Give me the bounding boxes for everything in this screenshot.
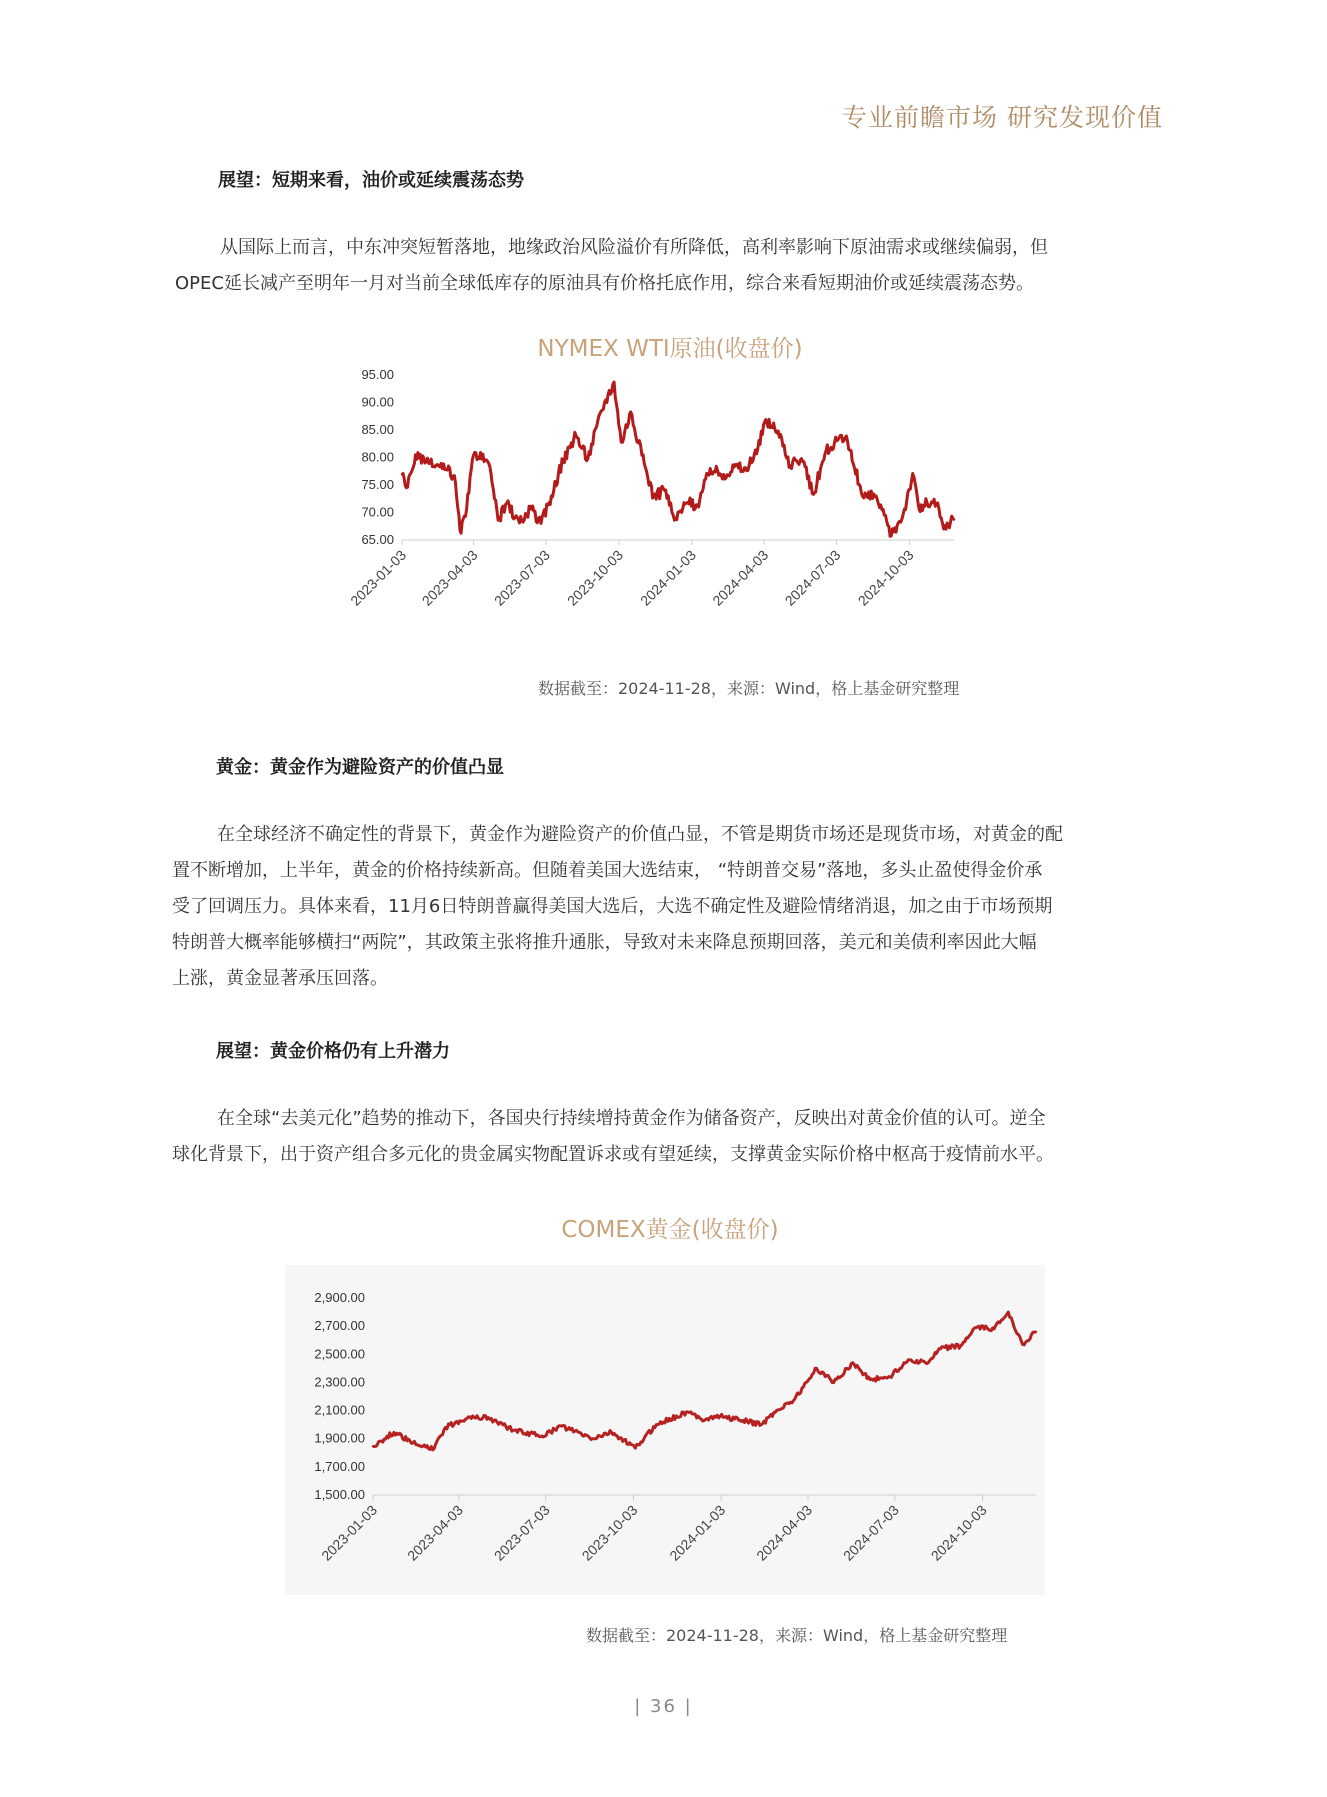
data-point (709, 467, 711, 469)
x-tick-label: 2023-07-03 (490, 546, 553, 609)
paragraph-gold (172, 817, 1157, 997)
x-tick-label: 2023-10-03 (578, 1501, 641, 1564)
y-tick-label: 1,900.00 (314, 1430, 365, 1446)
y-tick-label: 1,700.00 (314, 1458, 365, 1474)
data-point (418, 1445, 420, 1447)
data-point (902, 513, 904, 515)
data-point (540, 522, 542, 524)
data-point (393, 1431, 395, 1433)
paragraph-oil-outlook (175, 230, 1155, 302)
data-point (630, 411, 632, 413)
x-tick-label: 2024-07-03 (781, 546, 844, 609)
data-point (696, 504, 698, 506)
gold-chart-title: COMEX黄金(收盘价) (561, 1217, 779, 1243)
oil-chart (330, 360, 1010, 660)
data-point (687, 1411, 689, 1413)
x-tick-label: 2023-01-03 (347, 546, 410, 609)
x-tick-label: 2023-10-03 (563, 546, 626, 609)
data-point (861, 495, 863, 497)
paragraph-line: 球化背景下，出于资产组合多元化的贵金属实物配置诉求或有望延续，支撑黄金实际价格中枢高于疫情前水平。 (172, 1144, 1054, 1165)
data-point (953, 518, 955, 520)
data-point (414, 454, 416, 456)
y-tick-label: 2,500.00 (314, 1346, 365, 1362)
data-point (497, 519, 499, 521)
data-point (587, 457, 589, 459)
data-point (918, 508, 920, 510)
data-point (793, 1398, 795, 1400)
data-point (935, 502, 937, 504)
paragraph-line: 上涨，黄金显著承压回落。 (172, 968, 388, 989)
data-point (550, 495, 552, 497)
y-tick-label: 1,500.00 (314, 1487, 365, 1502)
data-point (444, 1426, 446, 1428)
data-point (926, 501, 928, 503)
data-point (653, 495, 655, 497)
data-point (927, 1362, 929, 1364)
data-point (424, 462, 426, 464)
data-point (487, 1416, 489, 1418)
data-point (433, 1447, 435, 1449)
data-point (685, 502, 687, 504)
data-point (467, 1416, 469, 1418)
data-point (760, 1423, 762, 1425)
data-point (939, 1347, 941, 1349)
oil-chart-source: 数据截至：2024-11-28，来源：Wind，格上基金研究整理 (538, 679, 960, 698)
y-tick-label: 80.00 (361, 449, 394, 465)
oil-chart-title: NYMEX WTI原油(收盘价) (537, 336, 803, 362)
data-point (401, 473, 403, 475)
y-tick-label: 2,900.00 (314, 1290, 365, 1305)
data-point (512, 1429, 514, 1431)
paragraph-line: 在全球经济不确定性的背景下，黄金作为避险资产的价值凸显，不管是期货市场还是现货市场，对黄金的配 (217, 824, 1063, 845)
section-heading-gold-outlook: 展望：黄金价格仍有上升潜力 (216, 1041, 450, 1062)
section-heading-gold: 黄金：黄金作为避险资产的价值凸显 (216, 757, 504, 778)
data-point (846, 440, 848, 442)
data-point (837, 439, 839, 441)
data-point (613, 381, 615, 383)
section-heading-oil-outlook: 展望：短期来看，油价或延续震荡态势 (218, 170, 524, 191)
data-point (742, 1419, 744, 1421)
data-point (890, 534, 892, 536)
y-tick-label: 2,100.00 (314, 1402, 365, 1418)
data-point (620, 441, 622, 443)
y-tick-label: 90.00 (361, 394, 394, 410)
data-point (1035, 1331, 1037, 1333)
data-point (735, 465, 737, 467)
data-point (959, 1345, 961, 1347)
data-point (655, 1423, 657, 1425)
x-tick-label: 2024-10-03 (854, 546, 917, 609)
data-point (789, 465, 791, 467)
data-point (610, 1431, 612, 1433)
paragraph-line: OPEC延长减产至明年一月对当前全球低库存的原油具有价格托底作用，综合来看短期油价或延续震荡态势。 (175, 273, 1034, 294)
data-point (852, 1362, 854, 1364)
data-point (1021, 1343, 1023, 1345)
data-point (472, 454, 474, 456)
data-point (518, 522, 520, 524)
paragraph-line: 从国际上而言，中东冲突短暂落地，地缘政治风险溢价有所降低，高利率影响下原油需求或继续偏弱，但 (220, 237, 1048, 258)
paragraph-line: 在全球“去美元化”趋势的推动下，各国央行持续增持黄金作为储备资产，反映出对黄金价值的认可。逆全 (217, 1108, 1046, 1129)
data-point (603, 401, 605, 403)
series-line (402, 382, 954, 536)
data-point (719, 1415, 721, 1417)
data-point (911, 472, 913, 474)
x-tick-label: 2023-04-03 (404, 1501, 466, 1564)
data-point (907, 1359, 909, 1361)
data-point (541, 1435, 543, 1437)
data-point (812, 493, 814, 495)
x-tick-label: 2024-01-03 (666, 1501, 729, 1564)
data-point (490, 472, 492, 474)
data-point (673, 519, 675, 521)
paragraph-gold-outlook (172, 1101, 1157, 1173)
paragraph-line: 受了回调压力。具体来看，11月6日特朗普赢得美国大选后，大选不确定性及避险情绪消退，加之由于市场预期 (172, 896, 1053, 917)
y-tick-label: 65.00 (361, 532, 394, 547)
data-point (435, 464, 437, 466)
paragraph-line: 特朗普大概率能够横扫“两院”，其政策主张将推升通胀，导致对未来降息预期回落，美元和美债利率因此大幅 (172, 932, 1037, 953)
x-tick-label: 2024-04-03 (709, 546, 772, 609)
data-point (815, 1367, 817, 1369)
data-point (641, 454, 643, 456)
paragraph-line: 置不断增加，上半年，黄金的价格持续新高。但随着美国大选结束， “特朗普交易”落地，多头止盈使得金价承 (172, 860, 1043, 881)
data-point (825, 449, 827, 451)
header-tagline: 专业前瞻市场 研究发现价值 (842, 103, 1163, 132)
y-tick-label: 2,300.00 (314, 1374, 365, 1390)
data-point (780, 437, 782, 439)
x-tick-label: 2024-01-03 (637, 546, 700, 609)
data-point (875, 495, 877, 497)
data-point (464, 515, 466, 517)
x-tick-label: 2023-01-03 (318, 1501, 381, 1564)
data-point (775, 1409, 777, 1411)
data-point (800, 457, 802, 459)
data-point (833, 1381, 835, 1383)
data-point (942, 528, 944, 530)
data-point (634, 1447, 636, 1449)
data-point (770, 425, 772, 427)
data-point (1007, 1311, 1009, 1313)
data-point (561, 1425, 563, 1427)
page-number: | 36 | (634, 1696, 693, 1717)
y-tick-label: 75.00 (361, 477, 394, 492)
data-point (975, 1326, 977, 1328)
data-point (575, 434, 577, 436)
data-point (664, 489, 666, 491)
x-tick-label: 2024-10-03 (927, 1501, 990, 1564)
data-point (453, 474, 455, 476)
data-point (459, 529, 461, 531)
x-tick-label: 2024-07-03 (839, 1501, 902, 1564)
gold-chart (285, 1265, 1045, 1595)
gold-chart-source: 数据截至：2024-11-28，来源：Wind，格上基金研究整理 (586, 1626, 1008, 1645)
data-point (869, 1378, 871, 1380)
data-point (765, 418, 767, 420)
data-point (757, 448, 759, 450)
x-tick-label: 2023-07-03 (490, 1501, 553, 1564)
y-tick-label: 95.00 (361, 367, 394, 382)
y-tick-label: 85.00 (361, 422, 394, 437)
x-tick-label: 2023-04-03 (418, 546, 481, 609)
data-point (479, 451, 481, 453)
data-point (406, 486, 408, 488)
y-tick-label: 2,700.00 (314, 1318, 365, 1334)
y-tick-label: 70.00 (361, 504, 394, 520)
data-point (993, 1328, 995, 1330)
data-point (700, 1418, 702, 1420)
data-point (372, 1445, 374, 1447)
data-point (595, 426, 597, 428)
x-tick-label: 2024-04-03 (753, 1501, 816, 1564)
data-point (746, 470, 748, 472)
data-point (722, 473, 724, 475)
data-point (889, 1376, 891, 1378)
data-point (562, 459, 564, 461)
data-point (591, 1438, 593, 1440)
data-point (530, 508, 532, 510)
data-point (506, 502, 508, 504)
data-point (446, 469, 448, 471)
